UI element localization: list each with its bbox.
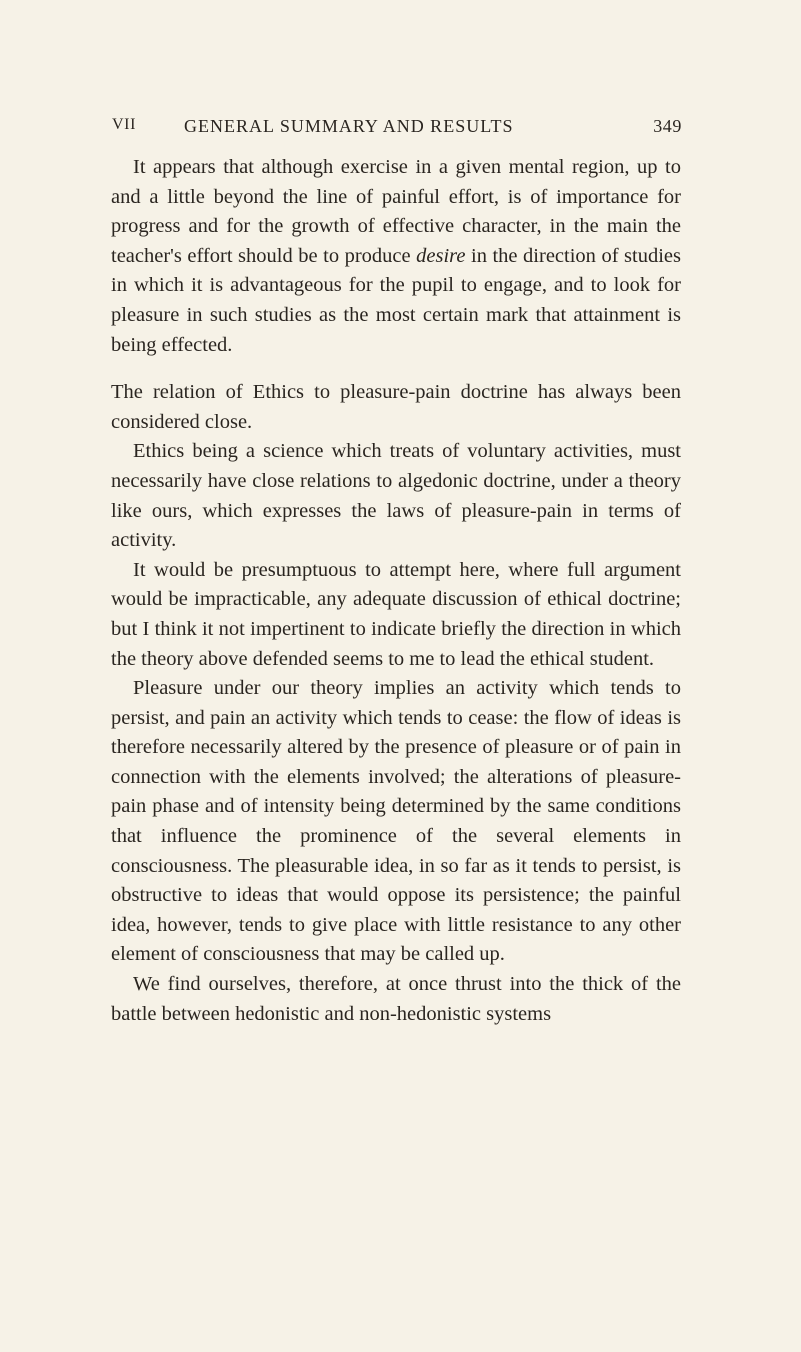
body-text (111, 153, 681, 1029)
paragraph-2: The relation of Ethics to pleasure-pain doctrine has always been considered close. (111, 381, 681, 433)
running-title: GENERAL SUMMARY AND RESULTS (184, 116, 514, 136)
running-head (112, 116, 682, 142)
paragraph-3: Ethics being a science which treats of voluntary activities, must necessarily have close relations to algedonic doctrine, under a theory like ours, which expresses the laws of pleasure-pain in terms of activity. (111, 440, 681, 552)
paragraph-5: Pleasure under our theory implies an activity which tends to persist, and pain an activity which tends to cease: the flow of ideas is therefore necessarily altered by the presence of pleasure or of pain in connection with the elements involved; the alterations of pleasure-pain phase and of intensity being determined by the same conditions that influence the prominence of the several elements in consciousness. The pleasurable idea, in so far as it tends to persist, is obstructive to ideas that would oppose its persistence; the painful idea, however, tends to give place with little resistance to any other element of consciousness that may be called up. (111, 677, 681, 966)
emphasis-desire: desire (416, 244, 466, 267)
paragraph-6: We find ourselves, therefore, at once thrust into the thick of the battle between hedonistic and non-hedonistic systems (111, 973, 681, 1025)
page-number: 349 (653, 116, 682, 136)
chapter-number: VII (112, 116, 137, 133)
paragraph-4: It would be presumptuous to attempt here, where full argument would be impracticable, any adequate discussion of ethical doctrine; but I think it not impertinent to indicate briefly the direction in which the theory above defended seems to me to lead the ethical student. (111, 558, 681, 670)
paragraph-1: It appears that although exercise in a given mental region, up to and a little beyond the line of painful effort, is of importance for progress and for the growth of effective character, in the main the teacher's effort should be to produce desire in the direction of studies in which it is advantageous for the pupil to engage, and to look for pleasure in such studies as the most certain mark that attainment is being effected. (111, 156, 681, 356)
